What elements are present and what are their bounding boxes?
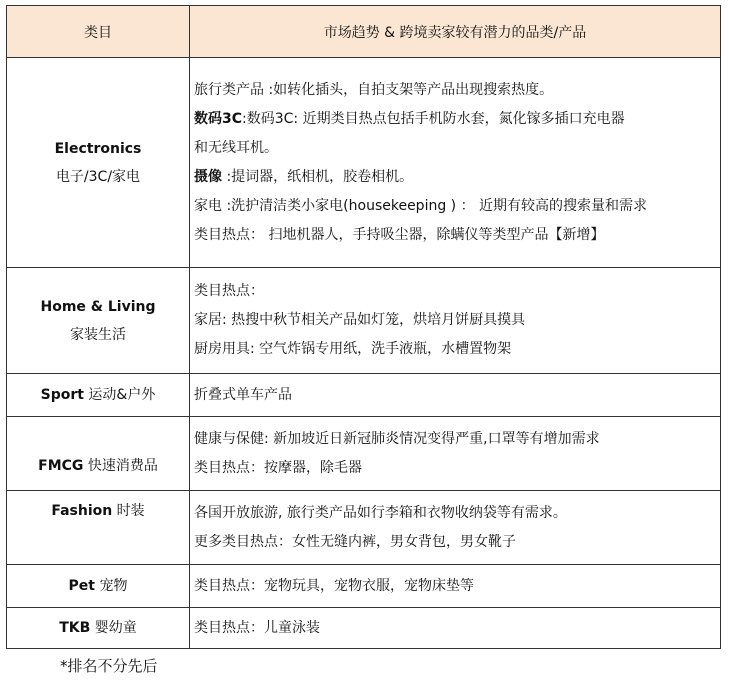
category-en: Fashion [51, 503, 113, 519]
category-zh: 家装生活 [70, 326, 126, 343]
category-en: Pet [68, 578, 95, 594]
category-zh: 电子/3C/家电 [55, 168, 141, 185]
description-line: 摄像 :提词器，纸相机，胶卷相机。 [194, 168, 414, 185]
table-row [7, 58, 721, 268]
description-cell [190, 608, 721, 649]
description-line: 家电 :洗护清洁类小家电(housekeeping ) ： 近期有较高的搜索量和需求 [194, 197, 648, 214]
description-line: 类目热点：儿童泳装 [194, 619, 320, 636]
table-row [7, 491, 721, 565]
header-trends: 市场趋势 & 跨境卖家较有潜力的品类/产品 [190, 6, 721, 58]
category-zh: 运动&户外 [88, 387, 156, 403]
description-line: 旅行类产品 :如转化插头，自拍支架等产品出现搜索热度。 [194, 81, 554, 98]
category-table [6, 5, 721, 649]
table-header-row [7, 6, 721, 58]
description-cell [190, 491, 721, 565]
category-zh: 时装 [116, 503, 145, 519]
header-category: 类目 [7, 6, 190, 58]
table-row [7, 608, 721, 649]
description-line: 更多类目热点：女性无缝内裤，男女背包，男女靴子 [194, 533, 516, 550]
table-row [7, 565, 721, 608]
description-cell [190, 417, 721, 491]
description-line: 家居: 热搜中秋节相关产品如灯笼，烘培月饼厨具摸具 [194, 312, 526, 328]
category-zh: 宠物 [99, 578, 128, 594]
description-line: 数码3C:数码3C: 近期类目热点包括手机防水套，氮化镓多插口充电器 [194, 110, 625, 127]
table-row [7, 417, 721, 491]
description-cell [190, 268, 721, 374]
description-line: 类目热点：按摩器，除毛器 [194, 459, 362, 476]
table-row [7, 374, 721, 417]
category-zh: 快速消费品 [87, 457, 158, 474]
description-line: 健康与保健: 新加坡近日新冠肺炎情况变得严重,口罩等有增加需求 [194, 430, 600, 447]
category-en: Sport [40, 387, 84, 403]
category-en: FMCG [38, 457, 84, 474]
description-line: 类目热点：宠物玩具，宠物衣服，宠物床垫等 [194, 577, 474, 594]
description-cell [190, 58, 721, 268]
category-cell [7, 491, 190, 565]
description-line: 各国开放旅游, 旅行类产品如行李箱和衣物收纳袋等有需求。 [194, 504, 567, 521]
category-zh: 婴幼童 [94, 620, 137, 636]
category-cell [7, 58, 190, 268]
description-line: 和无线耳机。 [194, 139, 278, 156]
description-line: 厨房用具: 空气炸锅专用纸，洗手液瓶，水槽置物架 [194, 341, 512, 357]
description-line: 类目热点： 扫地机器人，手持吸尘器，除螨仪等类型产品【新增】 [194, 226, 605, 243]
category-cell [7, 608, 190, 649]
category-cell [7, 268, 190, 374]
description-line: 类目热点： [194, 283, 264, 299]
category-en: Electronics [54, 140, 142, 157]
description-cell [190, 374, 721, 417]
category-en: TKB [59, 620, 91, 636]
table-row [7, 268, 721, 374]
footnote: *排名不分先后 [60, 657, 158, 675]
description-line: 折叠式单车产品 [194, 386, 292, 403]
category-en: Home & Living [40, 298, 156, 315]
category-cell [7, 374, 190, 417]
category-cell [7, 565, 190, 608]
description-cell [190, 565, 721, 608]
category-cell [7, 417, 190, 491]
